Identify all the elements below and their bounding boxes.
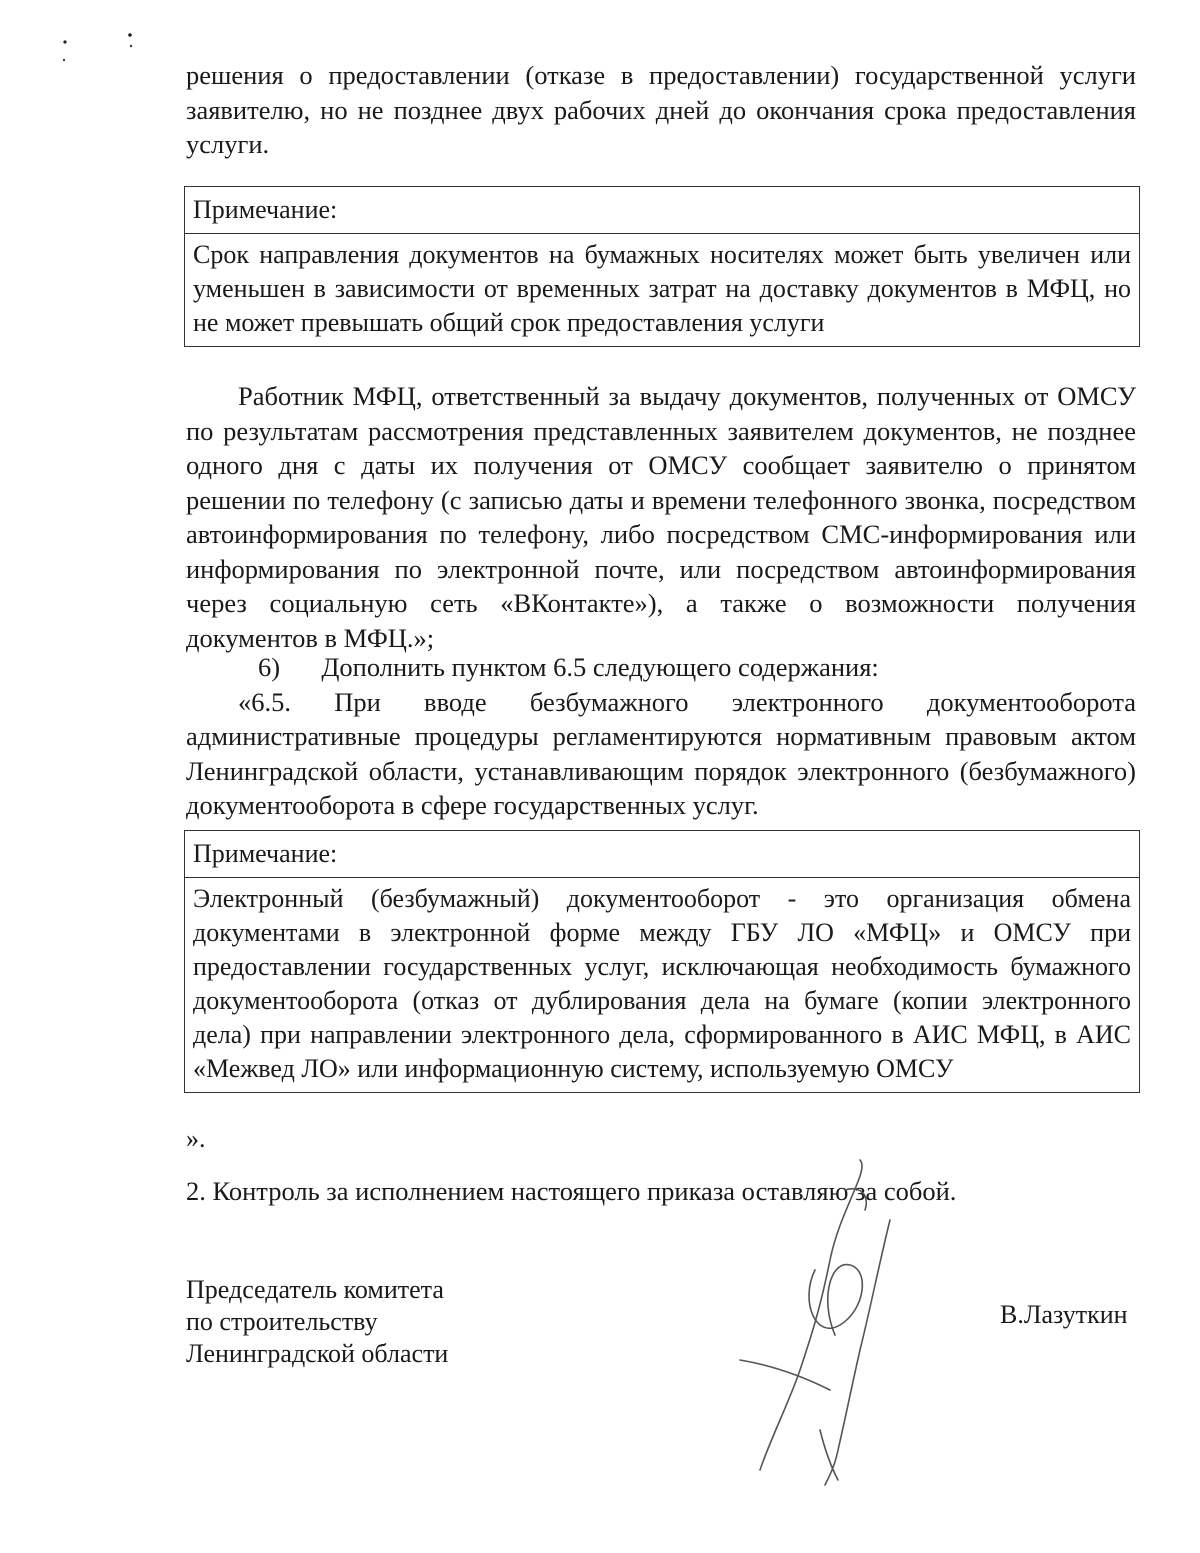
item-6 bbox=[186, 650, 1136, 823]
signer-name: В.Лазуткин bbox=[1000, 1300, 1128, 1329]
signer-title bbox=[186, 1274, 448, 1370]
note-box-1 bbox=[184, 186, 1140, 347]
handwritten-signature bbox=[720, 1150, 920, 1490]
item-6-text: Дополнить пунктом 6.5 следующего содержания: bbox=[321, 652, 879, 682]
signer-line-2: по строительству bbox=[186, 1307, 378, 1336]
note-1-heading: Примечание: bbox=[185, 187, 1139, 234]
paragraph-worker-text: Работник МФЦ, ответственный за выдачу документов, полученных от ОМСУ по результатам рассмотрения представленных заявителем документов, не позднее одного дня с даты их получения от ОМСУ сообщает заявителю о принятом решении по телефону (с записью даты и времени телефонного звонка, посредством автоинформирования по телефону, либо посредством СМС-информирования или информирования по электронной почте, или посредством автоинформирования через социальную сеть «ВКонтакте»), а также о возможности получения документов в МФЦ.»; bbox=[186, 381, 1136, 653]
paragraph-worker bbox=[186, 379, 1136, 655]
item-6-number: 6) bbox=[258, 652, 281, 682]
signer-line-3: Ленинградской области bbox=[186, 1339, 449, 1368]
note-2-heading: Примечание: bbox=[185, 831, 1139, 878]
paragraph-continuation bbox=[186, 58, 1136, 162]
closing-quote: ». bbox=[186, 1124, 206, 1153]
note-2-body: Электронный (безбумажный) документооборот - это организация обмена документами в электронной форме между ГБУ ЛО «МФЦ» и ОМСУ при предоставлении государственных услуг, исключающая необходимость бумажного документооборота (отказ от дублирования дела на бумаге (копии электронного дела) при направлении электронного дела, сформированного в АИС МФЦ, в АИС «Межвед ЛО» или информационную систему, используемую ОМСУ bbox=[193, 884, 1131, 1083]
note-1-body: Срок направления документов на бумажных носителях может быть увеличен или уменьшен в зависимости от временных затрат на доставку документов в МФЦ, но не может превышать общий срок предоставления услуги bbox=[193, 240, 1131, 337]
paragraph-top-text: решения о предоставлении (отказе в предоставлении) государственной услуги заявителю, но не позднее двух рабочих дней до окончания срока предоставления услуги. bbox=[186, 60, 1136, 159]
item-6-quote: «6.5. При вводе безбумажного электронного документооборота административные процедуры регламентируются нормативным правовым актом Ленинградской области, устанавливающим порядок электронного (безбумажного) документооборота в сфере государственных услуг. bbox=[186, 686, 1136, 820]
item-6-line bbox=[186, 650, 1136, 685]
scan-specks bbox=[55, 30, 155, 70]
note-box-2 bbox=[184, 830, 1140, 1093]
signer-line-1: Председатель комитета bbox=[186, 1275, 444, 1304]
control-clause: 2. Контроль за исполнением настоящего приказа оставляю за собой. bbox=[186, 1176, 957, 1206]
